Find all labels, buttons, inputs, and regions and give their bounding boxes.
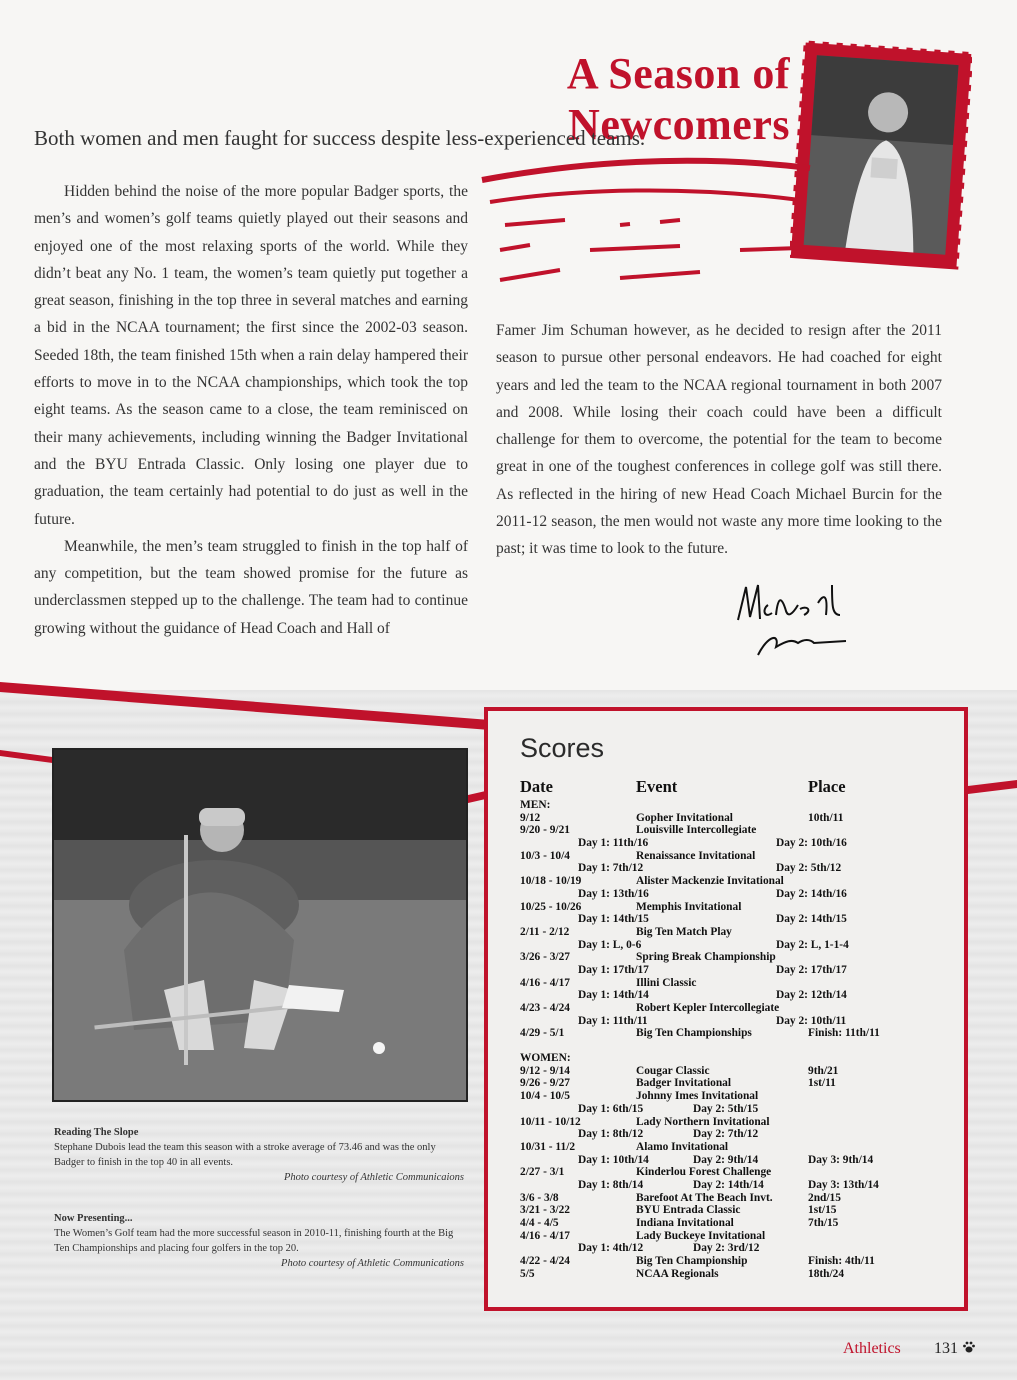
article-paragraph: Meanwhile, the men’s team struggled to finish in the top half of any competition, but the team showed promise for the future as underclassmen stepped up to the challenge. The team had to continue growing without the guidance of Head Coach and Hall of <box>34 537 468 637</box>
scores-header-date: Date <box>520 777 553 796</box>
score-day2: Day 2: 10th/16 <box>776 837 847 850</box>
score-date: 5/5 <box>520 1267 535 1280</box>
score-day1: Day 1: 14th/14 <box>578 989 649 1002</box>
table-row <box>488 939 964 952</box>
caption-title: Now Presenting... <box>54 1213 133 1224</box>
table-row <box>488 1192 964 1205</box>
score-day1: Day 1: 13th/16 <box>578 887 649 900</box>
paw-icon <box>962 1340 976 1354</box>
score-date: 4/23 - 4/24 <box>520 1002 570 1014</box>
table-row <box>488 1268 964 1281</box>
score-place: 9th/21 <box>808 1064 839 1077</box>
table-row <box>488 1015 964 1028</box>
score-date: 10/31 - 11/2 <box>520 1140 576 1153</box>
group-label-text: WOMEN: <box>520 1052 571 1065</box>
table-row <box>488 901 964 914</box>
table-row <box>488 1141 964 1154</box>
table-row <box>488 1230 964 1243</box>
caption-block <box>54 1125 464 1185</box>
table-row <box>488 1027 964 1040</box>
table-row <box>488 1166 964 1179</box>
article-paragraph: Famer Jim Schuman however, as he decided to resign after the 2011 season to pursue other personal endeavors. He had coached for eight years and led the team to the NCAA regional tournament in both 2007 and 2008. While losing their coach could have been a difficult challenge for them to overcome, the potential for the team to become great in one of the toughest conferences in college golf was still there. As reflected in the hiring of new Head Coach Michael Burcin for the 2011-12 season, the men would not waste any more time looking to the past; it was time to look to the future. <box>496 322 942 558</box>
table-row <box>488 1065 964 1078</box>
score-date: 3/21 - 3/22 <box>520 1204 570 1217</box>
table-row <box>488 812 964 825</box>
table-row <box>488 1242 964 1255</box>
table-row <box>488 862 964 875</box>
scores-panel <box>484 707 968 1311</box>
score-date: 4/16 - 4/17 <box>520 976 570 989</box>
table-row <box>488 875 964 888</box>
score-day1: Day 1: 6th/15 <box>578 1102 644 1115</box>
score-place: 1st/11 <box>808 1077 836 1090</box>
score-date: 2/27 - 3/1 <box>520 1166 565 1179</box>
scores-group-label <box>488 799 964 812</box>
score-day2: Day 2: L, 1-1-4 <box>776 938 849 951</box>
score-event: Spring Break Championship <box>636 951 776 964</box>
score-event: Renaissance Invitational <box>636 849 756 862</box>
score-place: 18th/24 <box>808 1267 845 1280</box>
score-day2: Day 2: 17th/17 <box>776 963 847 976</box>
table-row <box>488 1204 964 1217</box>
caption-credit: Photo courtesy of Athletic Communications <box>281 1258 464 1269</box>
scores-group-label <box>488 1052 964 1065</box>
table-row <box>488 1103 964 1116</box>
score-event: Kinderlou Forest Challenge <box>636 1166 772 1179</box>
score-event: Cougar Classic <box>636 1064 710 1077</box>
table-row <box>488 989 964 1002</box>
caption-text: Stephane Dubois lead the team this season with a stroke average of 73.46 and was the only Badger to finish in the top 40 in all events. <box>54 1142 436 1168</box>
score-day2: Day 2: 12th/14 <box>776 989 847 1002</box>
score-date: 3/6 - 3/8 <box>520 1191 559 1204</box>
score-day1: Day 1: 4th/12 <box>578 1242 644 1255</box>
caption-title: Reading The Slope <box>54 1127 139 1138</box>
score-event: Indiana Invitational <box>636 1217 734 1229</box>
table-row <box>488 1090 964 1103</box>
score-day2: Day 2: 7th/12 <box>693 1128 759 1141</box>
section-label: Athletics <box>843 1340 901 1357</box>
score-day2: Day 2: 14th/16 <box>776 887 847 900</box>
score-place: Day 3: 9th/14 <box>808 1153 874 1166</box>
table-row <box>488 824 964 837</box>
caption-credit: Photo courtesy of Athletic Communicaions <box>283 1172 464 1183</box>
score-date: 10/3 - 10/4 <box>520 849 570 862</box>
score-event: Robert Kepler Intercollegiate <box>636 1002 780 1014</box>
score-event: Louisville Intercollegiate <box>636 824 757 837</box>
score-day1: Day 1: L, 0-6 <box>578 938 642 951</box>
score-day2: Day 2: 10th/11 <box>776 1014 847 1027</box>
article-column-2 <box>496 317 942 563</box>
table-row <box>488 1077 964 1090</box>
table-row <box>488 977 964 990</box>
score-event: BYU Entrada Classic <box>636 1204 741 1217</box>
score-day1: Day 1: 17th/17 <box>578 963 649 976</box>
score-event: Lady Buckeye Invitational <box>636 1229 766 1242</box>
photo-captions <box>54 1125 464 1297</box>
score-place: 2nd/15 <box>808 1191 841 1204</box>
score-day2: Day 2: 3rd/12 <box>693 1242 760 1255</box>
score-event: Big Ten Match Play <box>636 925 732 938</box>
score-place: Day 3: 13th/14 <box>808 1178 879 1191</box>
score-event: Barefoot At The Beach Invt. <box>636 1191 773 1204</box>
score-date: 4/16 - 4/17 <box>520 1229 570 1242</box>
article-column-1 <box>34 178 468 642</box>
score-event: NCAA Regionals <box>636 1267 719 1280</box>
score-date: 10/18 - 10/19 <box>520 875 582 888</box>
score-event: Badger Invitational <box>636 1077 732 1090</box>
page-title: A Season of Newcomers <box>566 49 790 149</box>
score-event: Big Ten Championship <box>636 1255 748 1268</box>
table-row <box>488 1217 964 1230</box>
scores-table <box>488 799 964 1280</box>
score-date: 4/4 - 4/5 <box>520 1217 559 1229</box>
score-day2: Day 2: 14th/14 <box>693 1178 764 1191</box>
table-row <box>488 964 964 977</box>
postmark-lines <box>470 150 820 290</box>
score-event: Gopher Invitational <box>636 811 733 824</box>
scores-header-event: Event <box>636 777 678 796</box>
golfer-photo <box>52 748 468 1102</box>
golfer-photo-illustration <box>54 750 466 1100</box>
table-row <box>488 888 964 901</box>
score-date: 4/22 - 4/24 <box>520 1255 570 1268</box>
caption-block <box>54 1211 464 1271</box>
score-place: Finish: 4th/11 <box>808 1255 875 1268</box>
score-day1: Day 1: 8th/12 <box>578 1128 644 1141</box>
scores-title: Scores <box>520 733 605 763</box>
score-day2: Day 2: 5th/15 <box>693 1102 759 1115</box>
score-place: 1st/15 <box>808 1204 837 1217</box>
score-date: 9/12 <box>520 811 541 824</box>
score-date: 9/20 - 9/21 <box>520 824 570 837</box>
score-day2: Day 2: 9th/14 <box>693 1153 759 1166</box>
score-event: Memphis Invitational <box>636 900 742 913</box>
score-event: Lady Northern Invitational <box>636 1115 770 1128</box>
score-event: Big Ten Championships <box>636 1027 752 1040</box>
table-row <box>488 1128 964 1141</box>
score-date: 10/25 - 10/26 <box>520 900 582 913</box>
article-paragraph: Hidden behind the noise of the more popular Badger sports, the men’s and women’s golf teams quietly played out their seasons and enjoyed one of the most relaxing sports of the world. While they didn’t beat any No. 1 team, the women’s team quietly put together a great season, finishing in the top three in several matches and earning a bid in the NCAA tournament; the first since the 2002-03 season. Seeded 18th, the team finished 15th when a rain delay hampered their efforts to move in to the NCAA championships, which took the top eight teams. As the season came to a close, the team reminisced on their many achievements, including winning the Badger Invitational and the BYU Entrada Classic. Only losing one player due to graduation, the team certainly had potential to do just as well in the future. <box>34 183 468 528</box>
table-row <box>488 926 964 939</box>
table-row <box>488 1255 964 1268</box>
author-signature <box>728 575 858 665</box>
score-day1: Day 1: 11th/16 <box>578 837 649 850</box>
scores-header-place: Place <box>808 777 846 796</box>
score-place: Finish: 11th/11 <box>808 1027 880 1040</box>
score-day1: Day 1: 11th/11 <box>578 1014 648 1027</box>
page-subtitle: Both women and men faught for success despite less-experienced teams. <box>34 126 646 150</box>
score-day1: Day 1: 14th/15 <box>578 913 649 926</box>
score-date: 9/12 - 9/14 <box>520 1064 570 1077</box>
score-event: Johnny Imes Invitational <box>636 1090 759 1103</box>
score-day2: Day 2: 14th/15 <box>776 913 847 926</box>
score-event: Alister Mackenzie Invitational <box>636 875 784 888</box>
score-day2: Day 2: 5th/12 <box>776 862 842 875</box>
score-date: 3/26 - 3/27 <box>520 951 570 964</box>
table-row <box>488 1179 964 1192</box>
caption-text: The Women’s Golf team had the more successful season in 2010-11, finishing fourth at the Big Ten Championships and placing four golfers in the top 20. <box>54 1228 454 1254</box>
table-row <box>488 837 964 850</box>
score-event: Illini Classic <box>636 976 697 989</box>
page-number: 131 <box>934 1340 958 1357</box>
score-day1: Day 1: 7th/12 <box>578 862 644 875</box>
score-date: 4/29 - 5/1 <box>520 1027 565 1040</box>
score-place: 10th/11 <box>808 811 844 824</box>
score-day1: Day 1: 10th/14 <box>578 1153 649 1166</box>
score-date: 2/11 - 2/12 <box>520 925 570 938</box>
group-spacer <box>488 1040 964 1052</box>
score-date: 9/26 - 9/27 <box>520 1077 570 1090</box>
table-row <box>488 1154 964 1167</box>
score-date: 10/11 - 10/12 <box>520 1115 581 1128</box>
score-day1: Day 1: 8th/14 <box>578 1178 644 1191</box>
group-label-text: MEN: <box>520 799 551 811</box>
table-row <box>488 1116 964 1129</box>
score-event: Alamo Invitational <box>636 1140 729 1153</box>
table-row <box>488 1002 964 1015</box>
table-row <box>488 850 964 863</box>
score-place: 7th/15 <box>808 1217 839 1229</box>
table-row <box>488 951 964 964</box>
table-row <box>488 913 964 926</box>
score-date: 10/4 - 10/5 <box>520 1090 570 1103</box>
